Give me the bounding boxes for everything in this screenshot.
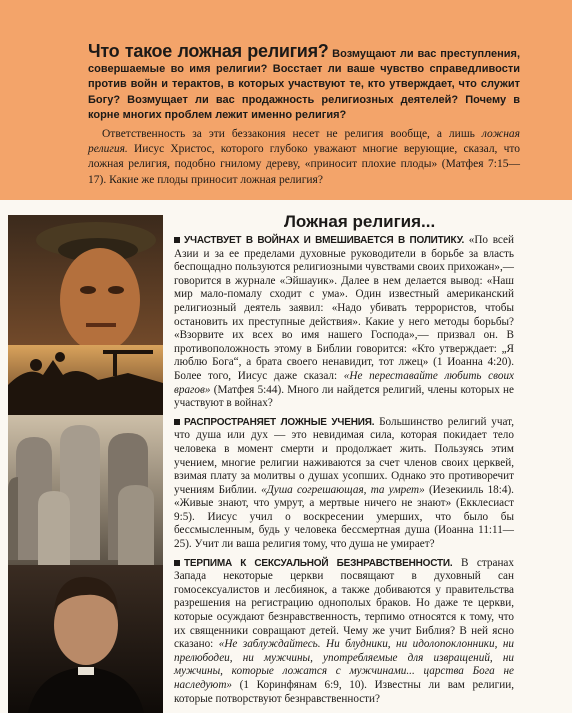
photo-collage	[8, 215, 163, 713]
battlefield-silhouette-photo	[8, 345, 163, 415]
body-column	[174, 234, 514, 711]
intro-paragraph-1	[88, 41, 520, 123]
intro-paragraph-2	[88, 127, 520, 188]
bullet-square	[174, 419, 180, 425]
intro-block	[88, 41, 521, 188]
bullet-square	[174, 560, 180, 566]
soldier-photo	[8, 215, 163, 365]
article-headline: Что такое ложная религия?	[88, 41, 329, 61]
intro-lead: Возмущают ли вас преступления, совершаемые во имя религии? Восстает ли ваше чувство справедливости против войн и терактов, в которых участвуют те, кто утверждает, что служит Богу? Возмущает ли вас продажность религиозных деятелей? Почему в корне многих проблем лежит именно религия?	[88, 48, 520, 121]
intro-p2-start: Ответственность за эти беззакония несет не религия вообще, а лишь	[102, 128, 475, 141]
gravestones-photo	[8, 415, 163, 565]
item-false-teachings: РАСПРОСТРАНЯЕТ ЛОЖНЫЕ УЧЕНИЯ. Большинство религий учат, что душа или дух — это невидимая сила, которая покидает тело человека в момент смерти и продолжает жить. Пользуясь этим учением, многие религии наживаются за счет членов своих церквей, взимая плату за молитвы о душах усопших. Однако это противоречит учениям Библии. «Душа согрешающая, та умрет» (Иезекииль 18:4). «Живые знают, что умрут, а мертвые ничего не знают» (Екклесиаст 9:5). Иисус учил о воскресении умерших, что было бы бессмысленным, будь у человека бессмертная душа (Иоанна 11:11—25). Учит ли ваша религия тому, что душа не умирает?	[174, 415, 515, 551]
intro-p2-end: Иисус Христос, которого глубоко уважают многие верующие, сказал, что ложная религия, подобно гнилому дереву, «приносит плохие плоды» (Матфея 7:15—17). Какие же плоды приносит ложная религия?	[88, 143, 520, 186]
item-label: УЧАСТВУЕТ В ВОЙНАХ И ВМЕШИВАЕТСЯ В ПОЛИТИКУ.	[184, 235, 465, 246]
item-label: ТЕРПИМА К СЕКСУАЛЬНОЙ БЕЗНРАВСТВЕННОСТИ.	[184, 557, 453, 569]
item-wars: УЧАСТВУЕТ В ВОЙНАХ И ВМЕШИВАЕТСЯ В ПОЛИТИКУ. «По всей Азии и за ее пределами духовные руководители в борьбе за власть беспощадно пользуются религиозными чувствами своих прихожан»,— говорится в журнале «Эйшауик». Далее в нем делается вывод: «Наш мир мало-помалу сходит с ума». Один известный американский религиозный деятель заявил: «Надо убивать террористов, чтобы остановить их преступные действия». Какие у него методы борьбы? «Взорвите их всех во имя нашего Господа»,— призвал он. В противоположность этому в Библии говорится: «Кто утверждает: „Я люблю Бога“, а брата своего ненавидит, тот лжец» (1 Иоанна 4:20). Более того, Иисус даже сказал: «Не переставайте любить своих врагов» (Матфея 5:44). Много ли найдется религий, члены которых не участвуют в войнах?	[174, 234, 515, 410]
section-title: Ложная религия...	[284, 212, 436, 231]
item-label: РАСПРОСТРАНЯЕТ ЛОЖНЫЕ УЧЕНИЯ.	[184, 416, 375, 428]
bullet-square	[174, 237, 180, 243]
item-immorality: ТЕРПИМА К СЕКСУАЛЬНОЙ БЕЗНРАВСТВЕННОСТИ. В странах Запада некоторые церкви посвящают в духовный сан гомосексуалистов и лесбиянок, а также добиваются у правительства разрешения на регистрацию однополых браков. Но даже те церкви, которые осуждают безнравственность, терпимо относятся к тому, что их священники совращают детей. Чему же учит Библия? В ней ясно сказано: «Не заблуждайтесь. Ни блудники, ни идолопоклонники, ни прелюбодеи, ни мужчины, употребляемые для извращений, ни мужчины, которые ложатся с мужчинами... царства Бога не наследуют» (1 Коринфянам 6:9, 10). Известны ли вам религии, которые потворствуют безнравственности?	[174, 556, 515, 705]
priest-photo	[8, 565, 163, 713]
intro-p2-emphasis: ложная религия.	[88, 128, 521, 156]
